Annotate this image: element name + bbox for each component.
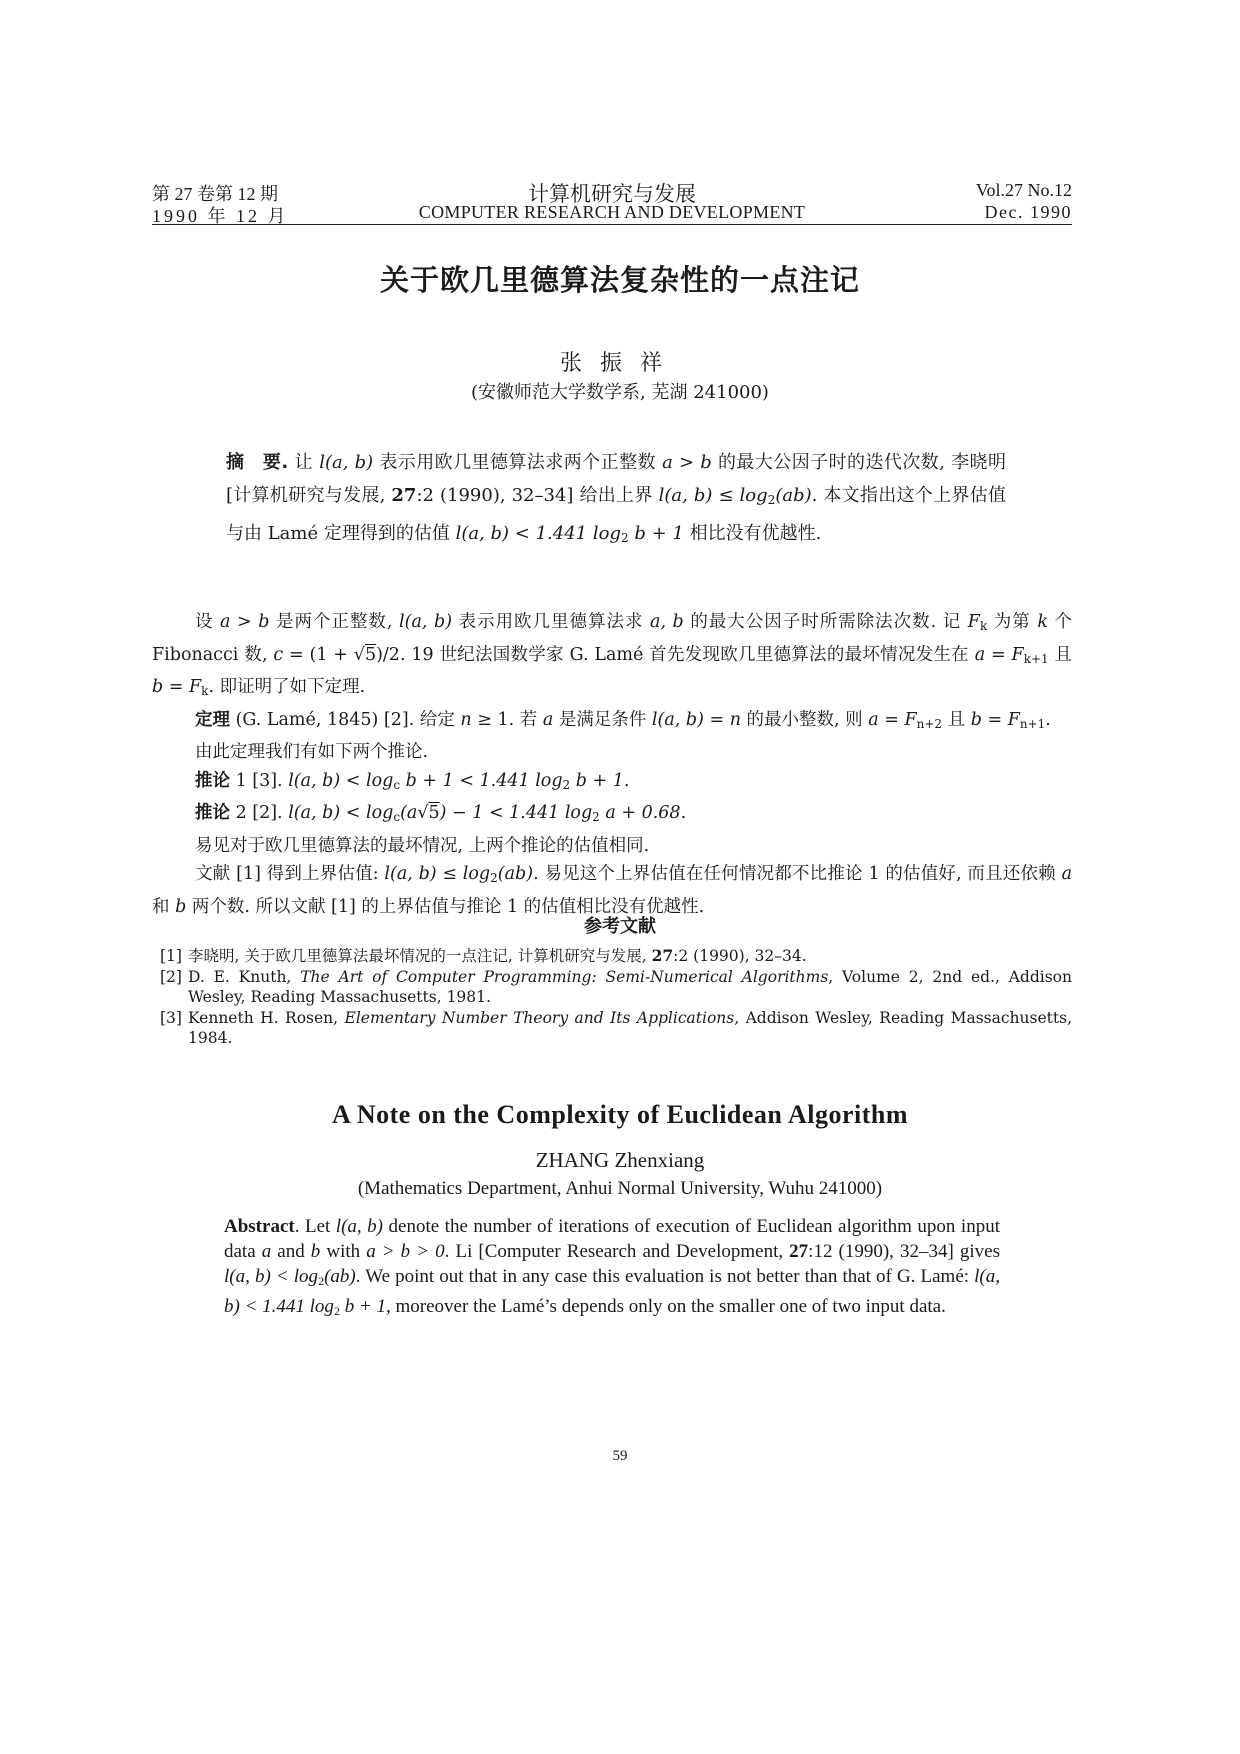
body-paragraph-3: 易见对于欧几里德算法的最坏情况, 上两个推论的估值相同. (195, 835, 650, 856)
corollary-2-label: 推论 (195, 803, 230, 823)
journal-volume-issue: 第 27 卷第 12 期 (152, 184, 278, 204)
journal-name-en: COMPUTER RESEARCH AND DEVELOPMENT (418, 202, 806, 222)
abstract-zh: 摘 要. 让 l(a, b) 表示用欧几里德算法求两个正整数 a > b 的最大公因子时的迭代次数, 李晓明 [计算机研究与发展, 27:2 (1990), 32–34] 给出上界 l(a, $b) \le \log_2(ab)$. 本文指出这个上界估值与由 Lamé 定理得到的估值 l(a, b) < 1.441 $\log_2 b + 1$ 相比没有优越性. (226, 452, 1007, 545)
references-list (160, 946, 1072, 1049)
body-paragraph-2: 由此定理我们有如下两个推论. (195, 742, 429, 762)
theorem-label: 定理 (195, 709, 230, 730)
theorem: 定理 (G. Lamé, 1845) [2]. 给定 n ≥ 1. 若 a 是满足条件 l(a, b) = n 的最小整数, 则 $a = F_{n+2}$ 且 $b = F_{n+1}$. (195, 709, 1051, 731)
journal-date: 1990 年 12 月 (152, 206, 289, 226)
abstract-zh-keyword: 摘 要. (226, 452, 289, 473)
body-text-zh (152, 608, 1072, 921)
author-zh: 张振祥 (559, 351, 680, 376)
reference-item: [1] 李晓明, 关于欧几里德算法最坏情况的一点注记, 计算机研究与发展, 27:2 (1990), 32–34. (160, 946, 807, 965)
running-header (152, 180, 1072, 225)
journal-date-en: Dec. 1990 (984, 202, 1072, 222)
references-title: 参考文献 (584, 916, 656, 937)
body-paragraph-1: 设 a > b 是两个正整数, l(a, b) 表示用欧几里德算法求 a, b 的最大公因子时所需除法次数. 记 $F_k$ 为第 k 个 Fibonacci 数, c = (1 + √5)/2. 19 世纪法国数学家 G. Lamé 首先发现欧几里德算法的最坏情况发生在 $a = F_{k+1}$ 且 $b = F_k$. 即证明了如下定理. (152, 612, 1072, 698)
journal-name-zh: 计算机研究与发展 (528, 182, 696, 206)
page-number: 59 (612, 1448, 628, 1464)
abstract-en-keyword: Abstract (224, 1216, 295, 1237)
reference-item: [2] D. E. Knuth, The Art of Computer Programming: Semi-Numerical Algorithms, Volume 2, 2nd ed., Addison Wesley, Reading Massachusetts, 1981. (160, 967, 1072, 1006)
journal-volume-en: Vol.27 No.12 (975, 180, 1072, 200)
affiliation-en: (Mathematics Department, Anhui Normal University, Wuhu 241000) (357, 1178, 883, 1199)
abstract-en: Abstract. Let l(a, b) denote the number of iterations of execution of Euclidean algorithm upon input data a and b with a > b > 0. Li [Computer Research and Development, 27:12 (1990), 32–34] gives l(a, $b) < \log_2(ab)$. We point out that in any case this evaluation is not better than that of G. Lamé: l(a, b) < 1.441 $\log_2 b + 1$, moreover the Lamé’s depends only on the smaller one of two input data. (224, 1216, 1000, 1318)
reference-item: [3] Kenneth H. Rosen, Elementary Number Theory and Its Applications, Addison Wesley, Reading Massachusetts, 1984. (160, 1008, 1072, 1047)
corollary-1-label: 推论 (195, 770, 230, 791)
paper-title-en: A Note on the Complexity of Euclidean Algorithm (332, 1100, 908, 1129)
paper-title-zh: 关于欧几里德算法复杂性的一点注记 (379, 263, 860, 297)
affiliation-zh: (安徽师范大学数学系, 芜湖 241000) (471, 382, 769, 403)
corollary-2: 推论 2 [2]. l(a, $b) < \log_c(a√5) - 1 < 1.441$ $\log_2 a + 0.68$. (195, 803, 687, 824)
corollary-1: 推论 1 [3]. l(a, $b) < \log_c b + 1 < 1.441$ $\log_2 b + 1$. (195, 770, 630, 792)
body-paragraph-4: 文献 [1] 得到上界估值: l(a, $b) \le \log_2(ab)$. 易见这个上界估值在任何情况都不比推论 1 的估值好, 而且还依赖 a 和 b 两个数. 所以文献 [1] 的上界估值与推论 1 的估值相比没有优越性. (152, 864, 1073, 917)
author-en: ZHANG Zhenxiang (535, 1148, 705, 1172)
